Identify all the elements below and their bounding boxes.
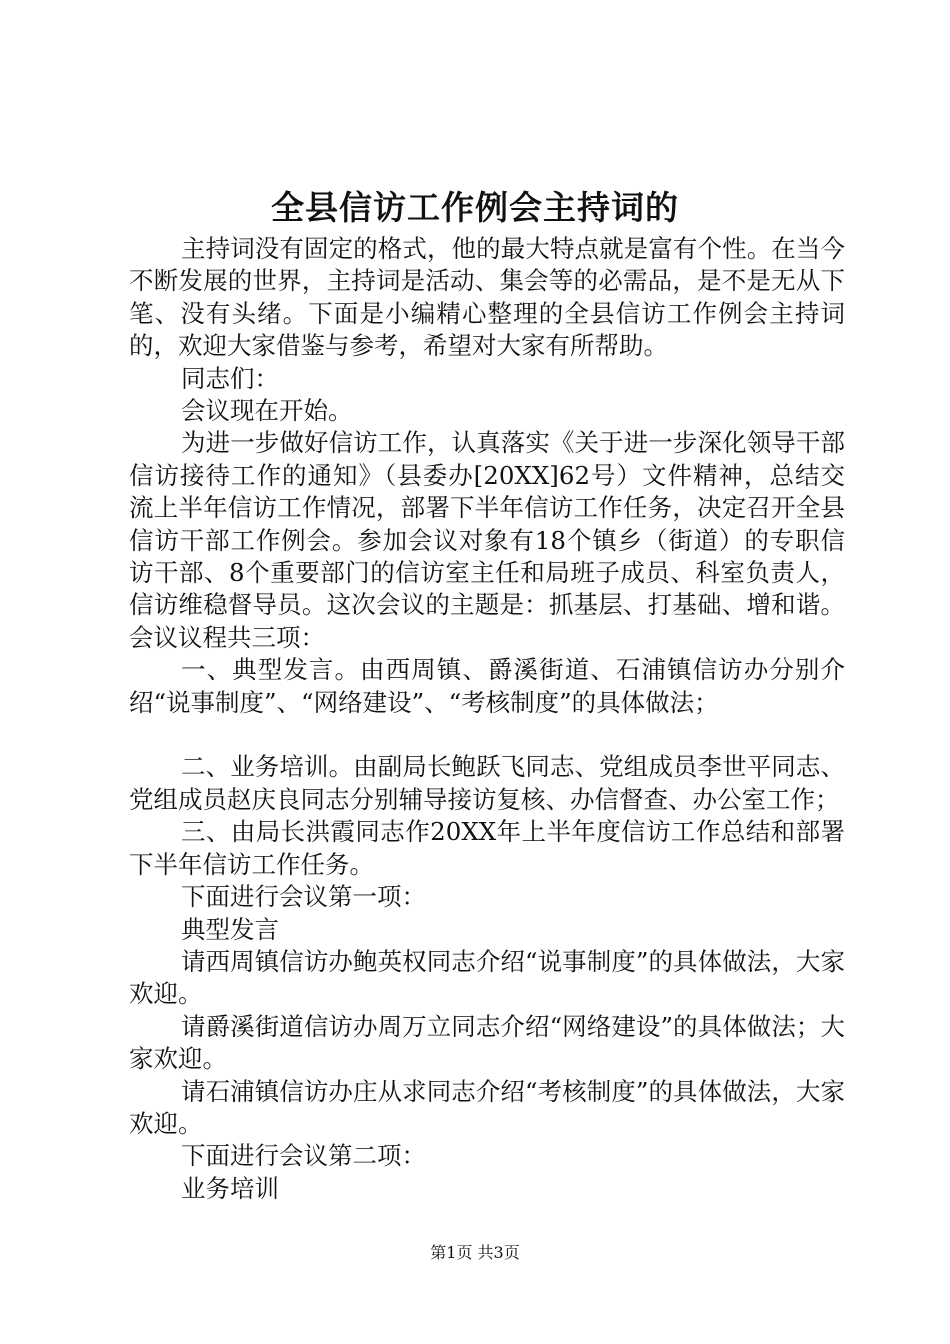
paragraph-greeting: 同志们： [181, 363, 279, 393]
paragraph-second-item-intro: 下面进行会议第二项： [181, 1141, 426, 1171]
paragraph-second-item-heading: 业务培训 [181, 1173, 279, 1203]
paragraph-speaker-1: 请西周镇信访办鲍英权同志介绍“说事制度”的具体做法，大家欢迎。 [129, 946, 845, 1009]
paragraph-speaker-2: 请爵溪街道信访办周万立同志介绍“网络建设”的具体做法；大家欢迎。 [129, 1011, 845, 1074]
paragraph-first-item-intro: 下面进行会议第一项： [181, 882, 426, 912]
paragraph-speaker-3: 请石浦镇信访办庄从求同志介绍“考核制度”的具体做法，大家欢迎。 [129, 1076, 845, 1138]
page-footer: 第1页 共3页 [430, 1243, 520, 1262]
paragraph-first-item-heading: 典型发言 [181, 914, 279, 944]
paragraph-opening: 会议现在开始。 [181, 396, 353, 426]
paragraph-background: 为进一步做好信访工作，认真落实《关于进一步深化领导干部信访接待工作的通知》（县委办[20XX]62号）文件精神，总结交流上半年信访工作情况，部署下半年信访工作任务，决定召开全县信访干部工作例会。参加会议对象有18个镇乡（街道）的专职信访干部、8个重要部门的信访室主任和局班子成员、科室负责人，信访维稳督导员。这次会议的主题是：抓基层、打基础、增和谐。会议议程共三项： [129, 428, 845, 652]
paragraph-agenda-item-1: 一、典型发言。由西周镇、爵溪街道、石浦镇信访办分别介绍“说事制度”、“网络建设”、“考核制度”的具体做法； [129, 655, 845, 717]
document-body [129, 233, 845, 1205]
paragraph-intro: 主持词没有固定的格式，他的最大特点就是富有个性。在当今不断发展的世界，主持词是活动、集会等的必需品，是不是无从下笔、没有头绪。下面是小编精心整理的全县信访工作例会主持词的，欢迎大家借鉴与参考，希望对大家有所帮助。 [129, 234, 845, 361]
paragraph-agenda-item-3: 三、由局长洪霞同志作20XX年上半年度信访工作总结和部署下半年信访工作任务。 [129, 817, 845, 879]
document-title: 全县信访工作例会主持词的 [271, 188, 679, 227]
paragraph-agenda-item-2: 二、业务培训。由副局长鲍跃飞同志、党组成员李世平同志、党组成员赵庆良同志分别辅导接访复核、办信督查、办公室工作； [129, 752, 845, 814]
